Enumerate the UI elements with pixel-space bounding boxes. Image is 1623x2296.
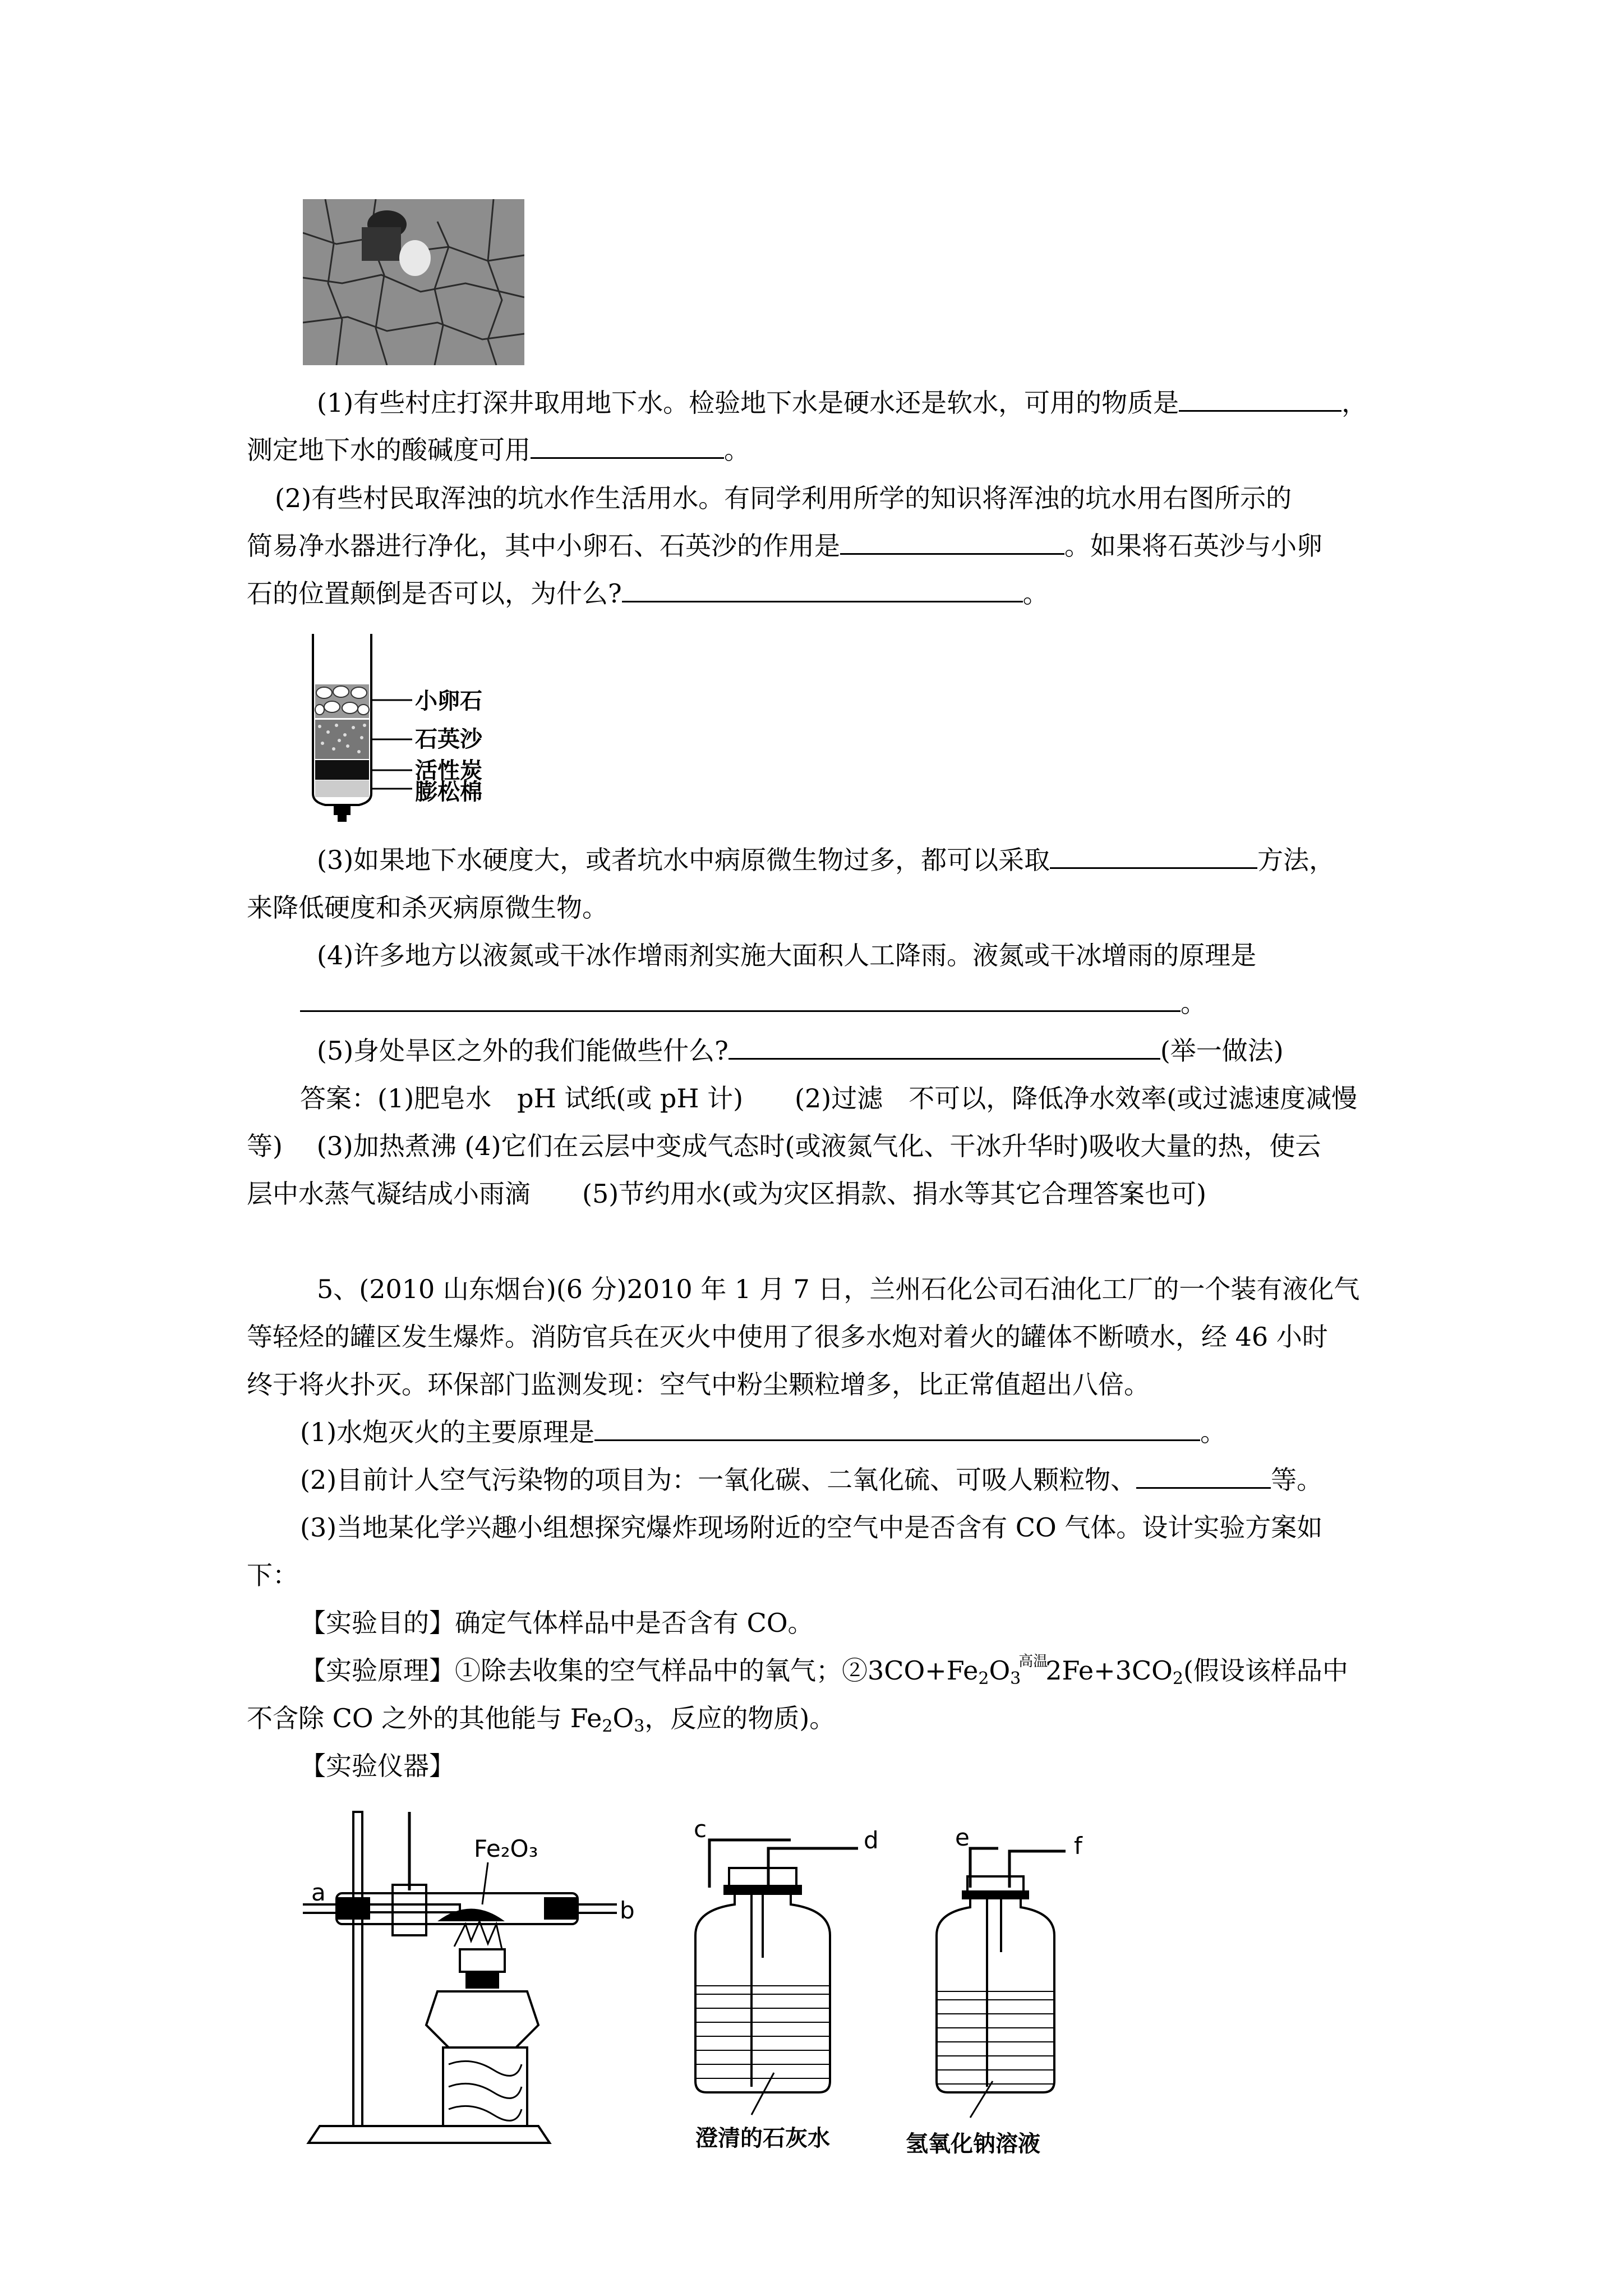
port-e-label: e [955,1824,970,1851]
q4-part3-line1: (3)如果地下水硬度大，或者坑水中病原微生物过多，都可以采取 方法， [317,845,1335,875]
q5-intro-line3: 终于将火扑灭。环保部门监测发现：空气中粉尘颗粒增多，比正常值超出八倍。 [247,1369,1150,1400]
q4-answer-line1: 答案：(1)肥皂水 pH 试纸(或 pH 计) (2)过滤 不可以，降低净水效率(或过滤速度减慢 [300,1083,1358,1114]
port-c-label: c [694,1815,707,1843]
q4-part4-line1: (4)许多地方以液氮或干冰作增雨剂实施大面积人工降雨。液氮或干冰增雨的原理是 [317,940,1257,970]
answer-blank[interactable] [622,578,1023,602]
wash-bottle-naoh [937,1848,1066,2118]
filter-label-sand: 石英沙 [415,726,482,752]
answer-blank[interactable] [840,531,1064,555]
answer-blank[interactable] [531,435,724,459]
q5-apparatus-heading: 【实验仪器】 [300,1751,455,1781]
water-filter-diagram [303,631,538,822]
filter-label-pebble: 小卵石 [415,688,482,714]
q4-part1-line1: (1)有些村庄打深井取用地下水。检验地下水是硬水还是软水，可用的物质是 ， [317,388,1368,418]
answer-blank[interactable] [1136,1465,1271,1489]
wash-bottle-limewater [695,1840,858,2115]
q5-purpose: 【实验目的】确定气体样品中是否含有 CO。 [300,1608,814,1638]
drought-photo [303,199,524,365]
port-f-label: f [1074,1832,1082,1860]
q4-answer-line2: 等) (3)加热煮沸 (4)它们在云层中变成气态时(或液氮气化、干冰升华时)吸收大量的热，使云 [247,1131,1321,1161]
q5-principle-line1: 【实验原理】①除去收集的空气样品中的氧气；$②3CO+Fe_2O_3^{高温}2Fe+3CO_2$(假设该样品中 [300,1653,1348,1688]
fe2o3-label: Fe₂O₃ [474,1835,538,1862]
q4-part5: (5)身处旱区之外的我们能做些什么? (举一做法) [317,1036,1284,1066]
q5-part1: (1)水炮灭火的主要原理是 。 [300,1417,1227,1447]
q4-part2-line2: 简易净水器进行净化，其中小卵石、石英沙的作用是 。如果将石英沙与小卵 [247,531,1322,561]
apparatus-diagram [303,1801,1402,2160]
q4-answer-line3: 层中水蒸气凝结成小雨滴 (5)节约用水(或为灾区捐款、捐水等其它合理答案也可) [247,1179,1207,1209]
port-b-label: b [620,1897,635,1924]
q4-part4-line2: 。 [300,986,1206,1020]
answer-blank[interactable] [728,1036,1160,1060]
q4-part3-line2: 来降低硬度和杀灭病原微生物。 [247,892,608,923]
port-a-label: a [311,1879,326,1906]
q4-part2-line3: 石的位置颠倒是否可以，为什么? 。 [247,578,1049,609]
q5-principle-line2: 不含除 CO 之外的其他能与 $Fe_2O_3$，反应的物质)。 [247,1703,836,1736]
limewater-label: 澄清的石灰水 [695,2125,830,2151]
naoh-label: 氢氧化钠溶液 [906,2131,1040,2157]
answer-blank[interactable] [594,1417,1200,1441]
answer-blank[interactable] [300,988,1181,1012]
answer-blank[interactable] [1179,388,1341,412]
q5-part2: (2)目前计人空气污染物的项目为：一氧化碳、二氧化硫、可吸人颗粒物、 等。 [300,1465,1323,1495]
filter-label-cotton: 膨松棉 [415,779,482,805]
q4-part1-line2: 测定地下水的酸碱度可用 。 [247,435,750,465]
port-d-label: d [864,1826,879,1854]
answer-blank[interactable] [1050,845,1257,869]
q5-part3-line1: (3)当地某化学兴趣小组想探究爆炸现场附近的空气中是否含有 CO 气体。设计实验方案如 [300,1512,1323,1543]
q5-intro-line2: 等轻烃的罐区发生爆炸。消防官兵在灭火中使用了很多水炮对着火的罐体不断喷水，经 46 小时 [247,1322,1328,1352]
filter-label-carbon: 活性炭 [415,758,482,784]
q4-part2-line1: (2)有些村民取浑浊的坑水作生活用水。有同学利用所学的知识将浑浊的坑水用右图所示的 [275,483,1292,513]
q5-intro-line1: 5、(2010 山东烟台)(6 分)2010 年 1 月 7 日，兰州石化公司石油化工厂的一个装有液化气 [317,1274,1360,1304]
q5-part3-line2: 下： [247,1560,298,1590]
